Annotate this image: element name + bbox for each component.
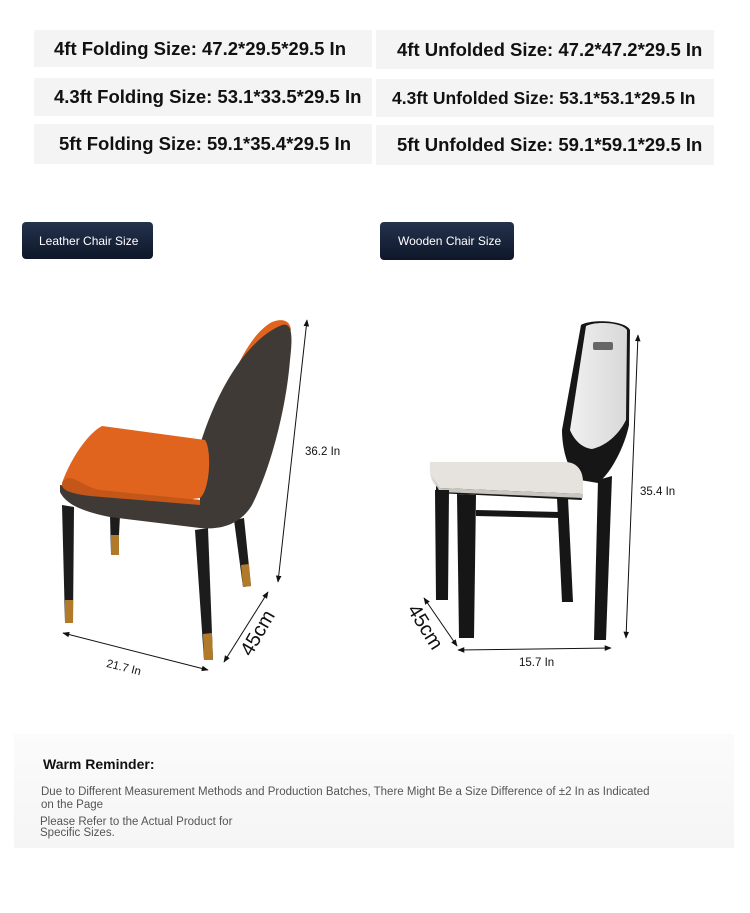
wooden-chair-badge: Wooden Chair Size bbox=[380, 222, 514, 260]
size-5ft-unfolded: 5ft Unfolded Size: 59.1*59.1*29.5 In bbox=[376, 125, 714, 165]
wooden-width-arrow bbox=[458, 648, 611, 650]
size-4ft-folding: 4ft Folding Size: 47.2*29.5*29.5 In bbox=[34, 30, 372, 67]
leather-depth-label: 45cm bbox=[236, 606, 280, 660]
wooden-chair-front-leg bbox=[435, 490, 449, 600]
size-5ft-folding: 5ft Folding Size: 59.1*35.4*29.5 In bbox=[34, 124, 372, 164]
wooden-chair-drawing bbox=[430, 321, 630, 640]
leather-chair-leg-cap bbox=[203, 633, 213, 660]
leather-width-label: 21.7 In bbox=[105, 658, 143, 679]
warm-reminder-title: Warm Reminder: bbox=[43, 756, 155, 772]
leather-chair-badge: Leather Chair Size bbox=[22, 222, 153, 259]
leather-chair-leg-cap bbox=[111, 535, 119, 555]
wooden-height-label: 35.4 In bbox=[640, 486, 676, 498]
warm-reminder-note: Please Refer to the Actual Product for Specific Sizes. bbox=[40, 816, 233, 839]
warm-reminder-box bbox=[14, 734, 734, 848]
warm-reminder-body: Due to Different Measurement Methods and Production Batches, There Might Be a Size Difference of ±2 In as Indicated on the Page bbox=[41, 786, 650, 811]
leather-height-label: 36.2 In bbox=[305, 446, 341, 458]
wooden-depth-label: 45cm bbox=[402, 600, 448, 654]
leather-chair-leg-cap bbox=[65, 600, 73, 623]
wooden-chair-front-leg bbox=[457, 494, 476, 638]
leather-chair-leg-cap bbox=[241, 564, 251, 587]
size-4-3ft-unfolded: 4.3ft Unfolded Size: 53.1*53.1*29.5 In bbox=[376, 79, 714, 117]
size-4-3ft-folding: 4.3ft Folding Size: 53.1*33.5*29.5 In bbox=[34, 78, 372, 116]
wooden-width-label: 15.7 In bbox=[519, 657, 555, 669]
size-4ft-unfolded: 4ft Unfolded Size: 47.2*47.2*29.5 In bbox=[376, 30, 714, 69]
